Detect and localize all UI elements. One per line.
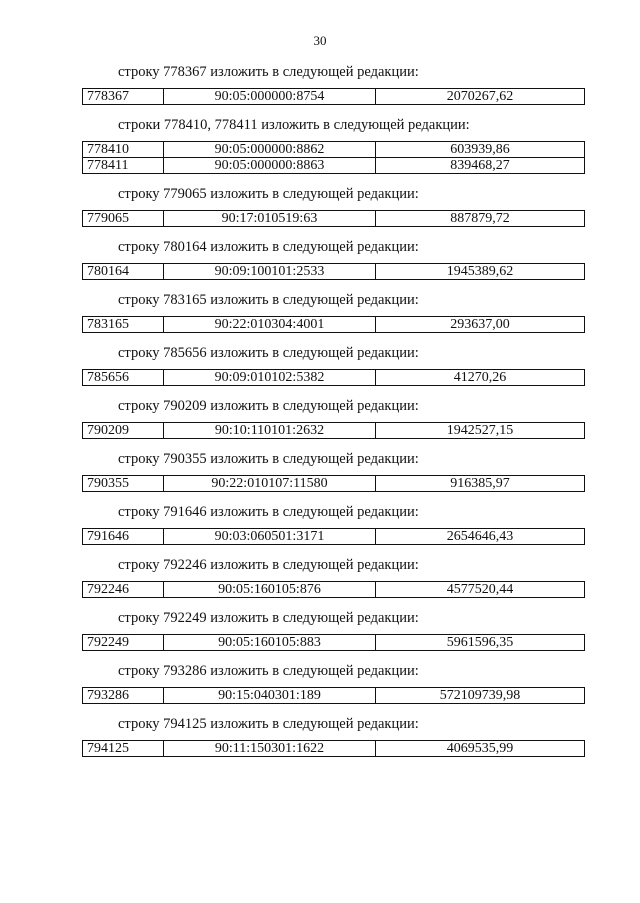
value-cell: 4069535,99 xyxy=(376,741,585,757)
row-number-cell: 785656 xyxy=(83,370,164,386)
amendment-intro: строку 791646 изложить в следующей редакции: xyxy=(118,504,419,520)
amendment-table xyxy=(82,581,585,598)
table-row xyxy=(83,264,585,280)
cadastral-number-cell: 90:05:000000:8862 xyxy=(164,142,376,158)
cadastral-number-cell: 90:11:150301:1622 xyxy=(164,741,376,757)
amendment-intro: строку 794125 изложить в следующей редакции: xyxy=(118,716,419,732)
amendment-table xyxy=(82,141,585,174)
amendment-intro: строку 790355 изложить в следующей редакции: xyxy=(118,451,419,467)
cadastral-number-cell: 90:22:010107:11580 xyxy=(164,476,376,492)
row-number-cell: 780164 xyxy=(83,264,164,280)
amendment-section xyxy=(82,290,585,333)
amendment-intro: строку 792246 изложить в следующей редакции: xyxy=(118,557,419,573)
amendment-intro: строку 790209 изложить в следующей редакции: xyxy=(118,398,419,414)
amendment-intro: строку 785656 изложить в следующей редакции: xyxy=(118,345,419,361)
amendment-section xyxy=(82,62,585,105)
table-row xyxy=(83,317,585,333)
row-number-cell: 791646 xyxy=(83,529,164,545)
row-number-cell: 778367 xyxy=(83,89,164,105)
table-row xyxy=(83,688,585,704)
row-number-cell: 778410 xyxy=(83,142,164,158)
value-cell: 41270,26 xyxy=(376,370,585,386)
amendment-table xyxy=(82,740,585,757)
cadastral-number-cell: 90:09:100101:2533 xyxy=(164,264,376,280)
page-number: 30 xyxy=(313,33,327,48)
amendment-section xyxy=(82,343,585,386)
value-cell: 916385,97 xyxy=(376,476,585,492)
amendment-section xyxy=(82,661,585,704)
table-row xyxy=(83,423,585,439)
amendment-table xyxy=(82,210,585,227)
row-number-cell: 790209 xyxy=(83,423,164,439)
amendment-table xyxy=(82,263,585,280)
amendment-table xyxy=(82,475,585,492)
value-cell: 603939,86 xyxy=(376,142,585,158)
table-row xyxy=(83,582,585,598)
row-number-cell: 793286 xyxy=(83,688,164,704)
amendment-table xyxy=(82,88,585,105)
cadastral-number-cell: 90:22:010304:4001 xyxy=(164,317,376,333)
value-cell: 572109739,98 xyxy=(376,688,585,704)
amendment-section xyxy=(82,115,585,174)
amendment-table xyxy=(82,369,585,386)
table-row xyxy=(83,158,585,174)
value-cell: 4577520,44 xyxy=(376,582,585,598)
amendment-intro: строку 779065 изложить в следующей редакции: xyxy=(118,186,419,202)
amendment-table xyxy=(82,528,585,545)
amendment-intro: строку 792249 изложить в следующей редакции: xyxy=(118,610,419,626)
amendment-section xyxy=(82,237,585,280)
amendment-section xyxy=(82,396,585,439)
amendment-intro: строки 778410, 778411 изложить в следующей редакции: xyxy=(118,117,470,133)
value-cell: 1945389,62 xyxy=(376,264,585,280)
table-row xyxy=(83,142,585,158)
row-number-cell: 794125 xyxy=(83,741,164,757)
row-number-cell: 792246 xyxy=(83,582,164,598)
amendment-section xyxy=(82,714,585,757)
amendment-table xyxy=(82,634,585,651)
amendment-intro: строку 778367 изложить в следующей редакции: xyxy=(118,64,419,80)
amendment-table xyxy=(82,687,585,704)
amendment-section xyxy=(82,608,585,651)
cadastral-number-cell: 90:03:060501:3171 xyxy=(164,529,376,545)
table-row xyxy=(83,635,585,651)
amendment-intro: строку 783165 изложить в следующей редакции: xyxy=(118,292,419,308)
value-cell: 293637,00 xyxy=(376,317,585,333)
cadastral-number-cell: 90:09:010102:5382 xyxy=(164,370,376,386)
table-row xyxy=(83,89,585,105)
amendment-intro: строку 780164 изложить в следующей редакции: xyxy=(118,239,419,255)
table-row xyxy=(83,741,585,757)
table-row xyxy=(83,370,585,386)
row-number-cell: 783165 xyxy=(83,317,164,333)
cadastral-number-cell: 90:15:040301:189 xyxy=(164,688,376,704)
table-row xyxy=(83,211,585,227)
cadastral-number-cell: 90:05:160105:876 xyxy=(164,582,376,598)
amendment-section xyxy=(82,555,585,598)
table-row xyxy=(83,529,585,545)
amendment-table xyxy=(82,316,585,333)
cadastral-number-cell: 90:17:010519:63 xyxy=(164,211,376,227)
amendment-section xyxy=(82,502,585,545)
table-row xyxy=(83,476,585,492)
cadastral-number-cell: 90:05:160105:883 xyxy=(164,635,376,651)
value-cell: 887879,72 xyxy=(376,211,585,227)
cadastral-number-cell: 90:05:000000:8754 xyxy=(164,89,376,105)
row-number-cell: 779065 xyxy=(83,211,164,227)
document-body xyxy=(82,62,585,767)
cadastral-number-cell: 90:05:000000:8863 xyxy=(164,158,376,174)
row-number-cell: 790355 xyxy=(83,476,164,492)
row-number-cell: 792249 xyxy=(83,635,164,651)
cadastral-number-cell: 90:10:110101:2632 xyxy=(164,423,376,439)
value-cell: 1942527,15 xyxy=(376,423,585,439)
value-cell: 2654646,43 xyxy=(376,529,585,545)
value-cell: 2070267,62 xyxy=(376,89,585,105)
amendment-intro: строку 793286 изложить в следующей редакции: xyxy=(118,663,419,679)
amendment-section xyxy=(82,449,585,492)
row-number-cell: 778411 xyxy=(83,158,164,174)
value-cell: 5961596,35 xyxy=(376,635,585,651)
amendment-table xyxy=(82,422,585,439)
value-cell: 839468,27 xyxy=(376,158,585,174)
amendment-section xyxy=(82,184,585,227)
